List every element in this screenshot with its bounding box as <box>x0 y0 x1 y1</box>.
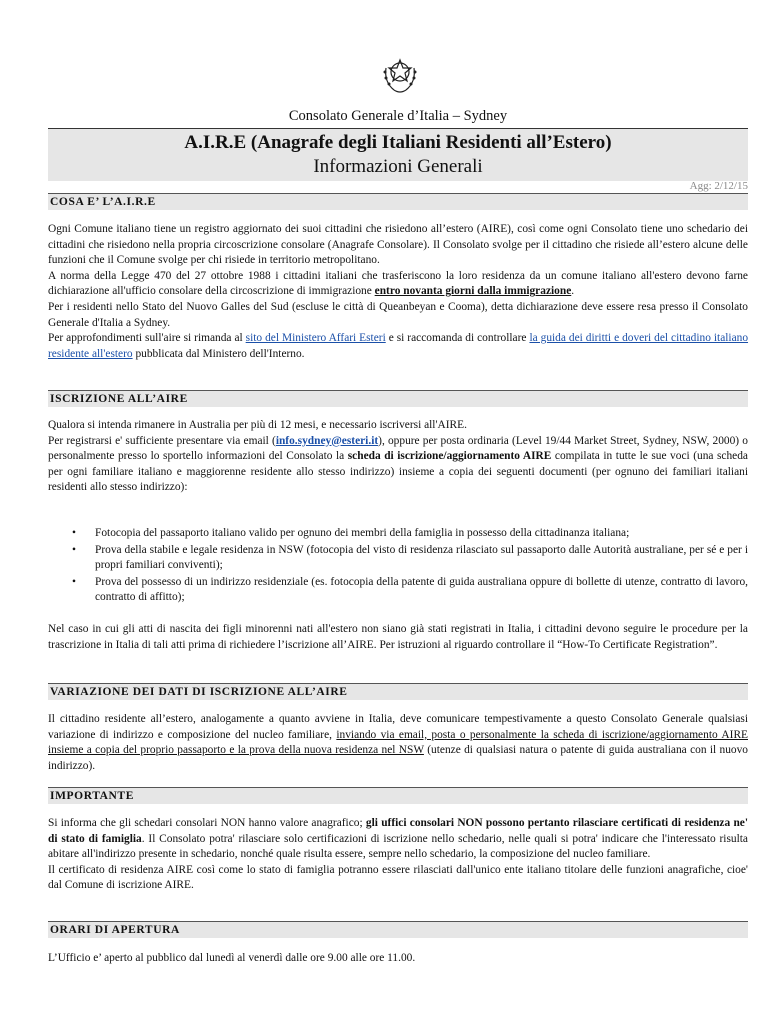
section-heading-iscrizione: ISCRIZIONE ALL’AIRE <box>48 390 748 407</box>
document-subtitle: Informazioni Generali <box>313 156 483 177</box>
opening-hours-text: L’Ufficio e’ aperto al pubblico dal lunedì al venerdì dalle ore 9.00 alle ore 11.00. <box>48 952 416 964</box>
text: . <box>571 285 575 298</box>
text: (utenze di qualsiasi natura o patente di guida australiana con il nuovo indirizzo). <box>48 744 748 772</box>
list-item-text: Prova del possesso di un indirizzo residenziale (es. fotocopia della patente di guida australiana oppure di bollette di utenze, contratto di lavoro, contratto di affitto); <box>95 575 748 604</box>
text: pubblicata dal Ministero dell'Interno. <box>132 347 305 360</box>
consolato-name: Consolato Generale d’Italia – Sydney <box>288 108 508 124</box>
text: . Il Consolato potra' rilasciare solo certificazioni di iscrizione nello schedario, nelle quali si potra' indicare che l'interessato risulta abitare all'indirizzo presente in schedario, nonché quale risulta essere, sempre nello schedario, la composizione del nucleo familiare. <box>48 832 748 861</box>
paragraph-registration: Nel caso in cui gli atti di nascita dei figli minorenni nati all'estero non siano già stati registrati in Italia, i cittadini devono seguire le procedure per la trascrizione in Italia di tali atti prima di richiedere l’iscrizione all’AIRE. Per istruzioni al riguardo controllare il “How-To Certificate Registration”. <box>48 623 748 651</box>
section-body-importante <box>48 816 748 894</box>
section-heading-cosa-e-aire: COSA E’ L’A.I.R.E <box>48 193 748 210</box>
bullet-icon: • <box>72 527 76 539</box>
section-body-variazione <box>48 712 748 774</box>
email-link[interactable]: info.sydney@esteri.it <box>275 434 379 447</box>
paragraph <box>48 434 748 496</box>
deadline-text: entro novanta giorni dalla immigrazione <box>374 285 572 298</box>
documents-list <box>48 526 748 607</box>
update-date: Agg: 2/12/15 <box>689 180 748 192</box>
paragraph <box>48 269 748 300</box>
paragraph: Ogni Comune italiano tiene un registro aggiornato dei suoi cittadini che risiedono all’estero (AIRE), così come ogni Consolato tiene uno schedario dei cittadini che risiedono nella propria circoscrizione consolare (Anagrafe Consolare). Il Consolato svolge per il cittadino che risiede all’estero alcune delle funzioni che il Comune svolge per chi risiede in territorio metropolitano. <box>48 223 748 267</box>
bullet-icon: • <box>72 543 76 556</box>
form-name: scheda di iscrizione/aggiornamento AIRE <box>347 450 552 463</box>
text: Per approfondimenti sull'aire si rimanda al <box>48 332 246 345</box>
text: A norma della Legge 470 del 27 ottobre 1988 i cittadini italiani che trasferiscono la loro residenza da un comune italiano all'estero devono farne dichiarazione all'ufficio consolare della circoscrizione di immigrazione <box>48 269 748 298</box>
list-item <box>48 526 748 542</box>
guide-link[interactable]: la guida dei diritti e doveri del cittadino italiano residente all'estero <box>48 332 749 360</box>
section-heading-variazione: VARIAZIONE DEI DATI DI ISCRIZIONE ALL’AIRE <box>48 683 748 700</box>
paragraph <box>48 816 748 863</box>
italian-emblem-icon <box>380 52 420 96</box>
list-item <box>48 543 748 574</box>
text: compilata in tutte le sue voci (una scheda per ogni familiare italiano e maggiorenne residente allo stesso indirizzo) insieme a copia dei seguenti documenti (per ognuno dei familiari italiani residenti allo stesso indirizzo): <box>48 450 748 494</box>
paragraph: Qualora si intenda rimanere in Australia per più di 12 mesi, e necessario iscriversi all'AIRE. <box>48 419 467 431</box>
underlined-instruction: inviando via email, posta o personalmente la scheda di iscrizione/aggiornamento AIRE insieme a copia del proprio passaporto e la prova della nuova residenza nel NSW <box>48 728 748 757</box>
bullet-icon: • <box>72 575 76 588</box>
paragraph: Per i residenti nello Stato del Nuovo Galles del Sud (escluse le città di Queanbeyan e Cooma), detta dichiarazione deve essere resa presso il Consolato Generale d'Italia a Sydney. <box>48 300 748 329</box>
text: Il cittadino residente all’estero, analogamente a quanto avviene in Italia, deve comunicare tempestivamente a questo Consolato Generale qualsiasi variazione di indirizzo e composizione del nucleo familiare, <box>48 713 748 741</box>
list-item-text: Fotocopia del passaporto italiano valido per ognuno dei membri della famiglia in possesso della cittadinanza italiana; <box>95 527 630 539</box>
text: Si informa che gli schedari consolari NON hanno valore anagrafico; <box>48 817 366 829</box>
text: e si raccomanda di controllare <box>385 332 530 345</box>
list-item-text: Prova della stabile e legale residenza in NSW (fotocopia del visto di residenza rilasciato sul passaporto dalle Autorità australiane, per sé e per i propri familiari conviventi); <box>95 543 748 572</box>
text: Per registrarsi e' sufficiente presentare via email ( <box>48 434 276 447</box>
section-body-cosa-e-aire <box>48 222 748 362</box>
mae-site-link[interactable]: sito del Ministero Affari Esteri <box>245 332 386 345</box>
document-title: A.I.R.E (Anagrafe degli Italiani Residenti all’Estero) <box>184 132 612 153</box>
paragraph <box>48 331 748 362</box>
paragraph <box>48 712 748 774</box>
section-heading-orari: ORARI DI APERTURA <box>48 921 748 938</box>
title-banner <box>48 128 748 181</box>
section-body-iscrizione <box>48 418 748 496</box>
list-item <box>48 575 748 606</box>
bold-notice: gli uffici consolari NON possono pertanto rilasciare certificati di residenza ne' di stato di famiglia <box>48 817 748 845</box>
section-heading-importante: IMPORTANTE <box>48 787 748 804</box>
text: ), oppure per posta ordinaria (Level 19/44 Market Street, Sydney, NSW, 2000) o personalmente presso lo sportello informazioni del Consolato la <box>48 434 748 463</box>
paragraph: Il certificato di residenza AIRE così come lo stato di famiglia potranno essere rilasciati dall'unico ente italiano titolare delle funzioni anagrafiche, cioe' dal Comune di iscrizione AIRE. <box>48 863 748 892</box>
